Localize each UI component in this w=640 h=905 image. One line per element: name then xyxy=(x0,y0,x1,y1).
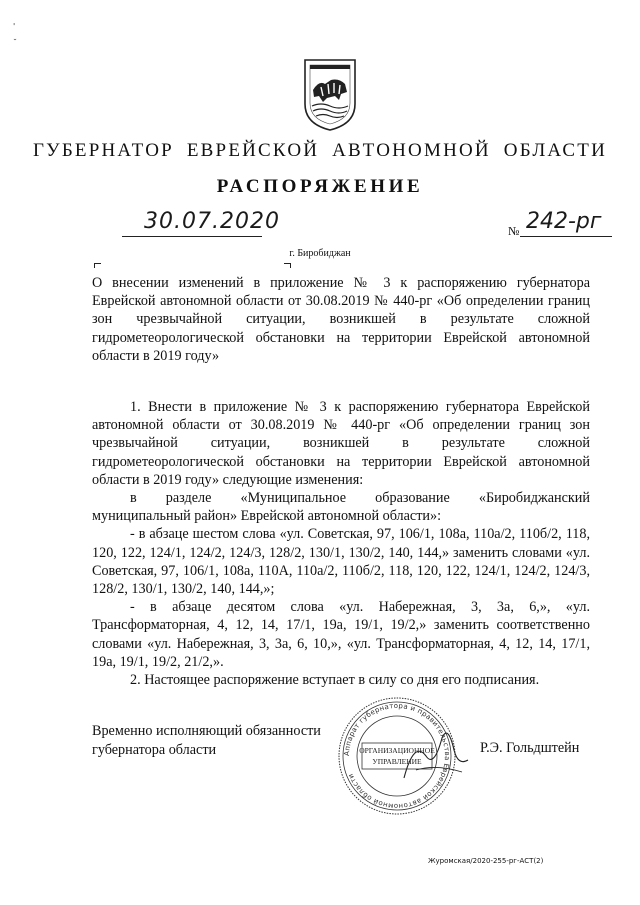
subject-corner-left xyxy=(94,263,101,268)
document-date: 30.07.2020 xyxy=(144,209,280,234)
signer-position-line-2: губернатора области xyxy=(92,741,217,758)
coat-of-arms-icon xyxy=(301,50,359,132)
number-underline xyxy=(520,236,612,237)
date-underline xyxy=(122,236,262,237)
document-body xyxy=(92,398,590,689)
handwritten-signature xyxy=(396,720,476,790)
document-number: 242-рг xyxy=(526,209,602,234)
body-paragraph-4: - в абзаце десятом слова «ул. Набережная, 3, 3а, 6,», «ул. Трансформаторная, 4, 12, 14, 17/1, 19а, 19/1, 19/2,» заменить соответственно словами «ул. Набережная, 3, 3а, 6, 10,», «ул. Трансформаторная, 4, 12, 14, 17/1, 19а, 19/1, 19/2, 21/2,». xyxy=(92,599,590,670)
body-paragraph-2: в разделе «Муниципальное образование «Биробиджанский муниципальный район» Еврейской автономной области»: xyxy=(92,490,590,525)
signer-name: Р.Э. Гольдштейн xyxy=(480,740,580,756)
document-subject: О внесении изменений в приложение № 3 к распоряжению губернатора Еврейской автономной области от 30.08.2019 № 440-рг «Об определении границ зон чрезвычайной ситуации, возникшей в результате сложной гидрометеорологической обстановки на территории Еврейской автономной области в 2019 году» xyxy=(92,275,590,364)
signer-position-line-1: Временно исполняющий обязанности xyxy=(92,723,321,739)
subject-corner-right xyxy=(284,263,291,268)
body-paragraph-3: - в абзаце шестом слова «ул. Советская, 97, 106/1, 108а, 110а/2, 110б/2, 118, 120, 122, 124/1, 124/2, 124/3, 128/2, 130/1, 130/2, 140, 144,» заменить словами «ул. Советская, 97, 106/1, 108а, 110А, 110а/2, 110б/2, 118, 120, 122, 124/1, 124/2, 124/3, 128/2, 130/1, 130/2, 140, 144,»; xyxy=(92,526,590,598)
stamp-center-line-1: ОРГАНИЗАЦИОННОЕ xyxy=(359,746,435,755)
margin-mark: ' xyxy=(13,22,16,31)
body-paragraph-5: 2. Настоящее распоряжение вступает в силу со дня его подписания. xyxy=(130,672,540,689)
document-footer-ref: Журомская/2020-255-рг-АСТ(2) xyxy=(428,857,544,865)
stamp-center-line-2: УПРАВЛЕНИЕ xyxy=(372,757,422,766)
document-type: РАСПОРЯЖЕНИЕ xyxy=(216,176,424,197)
signer-position xyxy=(92,722,321,759)
number-label: № xyxy=(508,224,520,238)
stamp-ring-text: Аппарат губернатора и правительства Еврейской автономной области xyxy=(342,701,452,811)
margin-mark: ˘ xyxy=(13,38,17,47)
body-paragraph-1: 1. Внести в приложение № 3 к распоряжению губернатора Еврейской автономной области от 30.08.2019 № 440-рг «Об определении границ зон чрезвычайной ситуации, возникшей в результате сложной гидрометеорологической обстановки на территории Еврейской автономной области в 2019 году» следующие изменения: xyxy=(92,399,590,488)
issuer-title: ГУБЕРНАТОР ЕВРЕЙСКОЙ АВТОНОМНОЙ ОБЛАСТИ xyxy=(32,140,607,161)
document-city: г. Биробиджан xyxy=(289,248,351,259)
